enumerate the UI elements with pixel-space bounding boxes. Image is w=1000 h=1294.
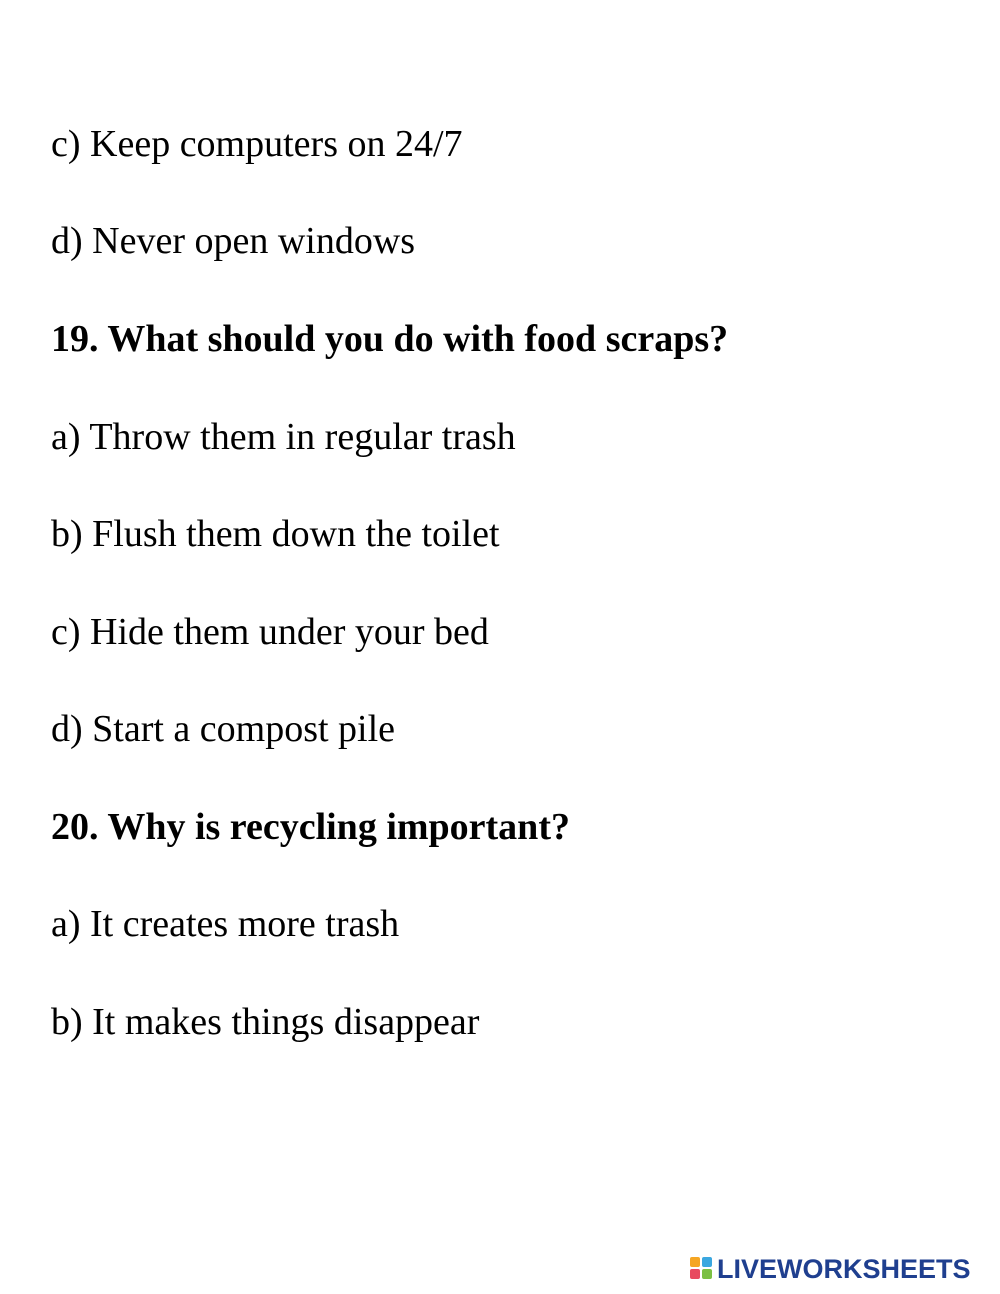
- liveworksheets-logo-icon: [690, 1257, 714, 1281]
- option-19b: b) Flush them down the toilet: [51, 513, 500, 555]
- option-18d: d) Never open windows: [51, 220, 416, 262]
- option-19d: d) Start a compost pile: [51, 708, 396, 750]
- liveworksheets-brand: [690, 1254, 971, 1284]
- option-18c: c) Keep computers on 24/7: [51, 123, 463, 165]
- option-20b: b) It makes things disappear: [51, 1001, 480, 1043]
- option-19c: c) Hide them under your bed: [51, 611, 489, 653]
- option-20a: a) It creates more trash: [51, 903, 400, 945]
- option-19a: a) Throw them in regular trash: [51, 416, 516, 458]
- question-19: 19. What should you do with food scraps?: [51, 318, 729, 360]
- brand-name: LIVEWORKSHEETS: [717, 1254, 971, 1284]
- question-20: 20. Why is recycling important?: [51, 806, 570, 848]
